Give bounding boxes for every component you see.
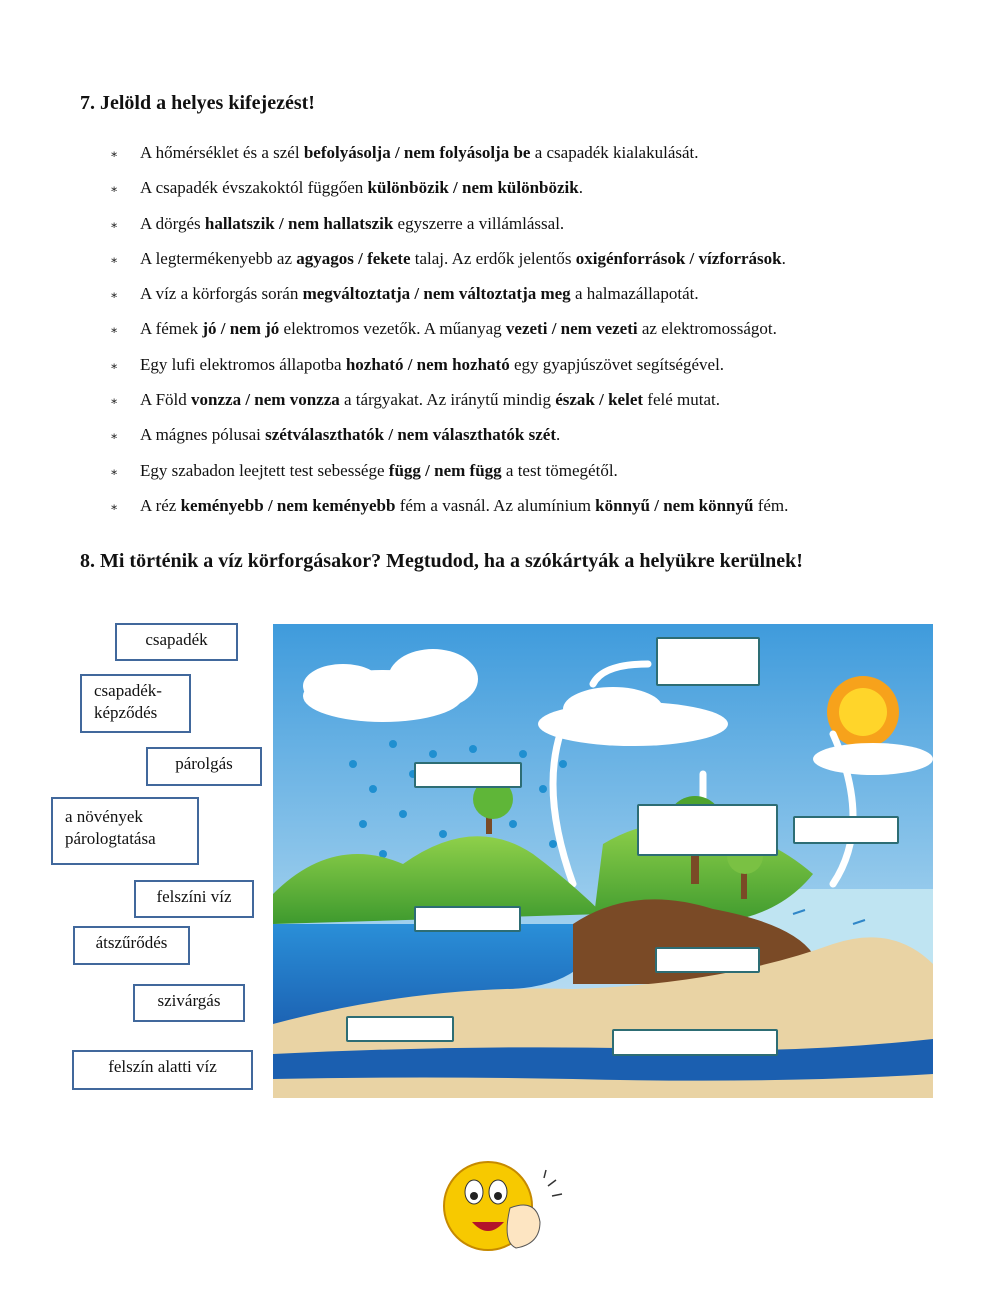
- statement-fragment: egy gyapjúszövet segítségével.: [509, 354, 725, 374]
- task7-statement: [110, 283, 970, 318]
- word-card-parologtatas[interactable]: a növények párologtatása: [51, 797, 199, 865]
- answer-choice[interactable]: megváltoztatja / nem változtatja meg: [302, 284, 571, 304]
- statement-text: [140, 142, 699, 164]
- statement-fragment: A réz: [140, 495, 181, 515]
- statement-fragment: .: [781, 248, 786, 268]
- task7-statement: [110, 495, 970, 530]
- statement-text: [140, 389, 720, 411]
- statement-fragment: a test tömegétől.: [501, 460, 618, 480]
- bullet-icon: ∗: [110, 358, 119, 373]
- answer-choice[interactable]: oxigénforrások / vízforrások: [575, 248, 782, 268]
- bullet-icon: ∗: [110, 429, 119, 444]
- statement-fragment: egyszerre a villámlással.: [393, 213, 565, 233]
- statement-fragment: A hőmérséklet és a szél: [140, 143, 304, 162]
- answer-choice[interactable]: észak / kelet: [555, 390, 644, 410]
- statement-fragment: az elektromosságot.: [637, 319, 777, 339]
- task7-statement: [110, 248, 970, 283]
- statement-fragment: A Föld: [140, 390, 192, 410]
- task8-title: 8. Mi történik a víz körforgásakor? Megtudod, ha a szókártyák a helyükre kerülnek!: [80, 550, 803, 572]
- word-card-csapadek[interactable]: csapadék: [115, 623, 238, 661]
- answer-choice[interactable]: különbözik / nem különbözik: [367, 178, 579, 198]
- statement-fragment: Egy szabadon leejtett test sebessége: [140, 460, 389, 480]
- statement-text: [140, 283, 699, 305]
- answer-choice[interactable]: könnyű / nem könnyű: [595, 495, 754, 515]
- statement-text: [140, 424, 560, 446]
- bullet-icon: ∗: [110, 252, 119, 267]
- statement-text: [140, 213, 564, 235]
- word-card-szivargas[interactable]: szivárgás: [133, 984, 245, 1022]
- statement-fragment: a tárgyakat. Az iránytű mindig: [339, 390, 556, 410]
- bullet-icon: ∗: [110, 499, 119, 514]
- answer-choice[interactable]: vonzza / nem vonzza: [191, 390, 340, 410]
- answer-choice[interactable]: vezeti / nem vezeti: [505, 319, 638, 339]
- answer-choice[interactable]: hallatszik / nem hallatszik: [204, 213, 394, 233]
- statement-text: [140, 318, 777, 340]
- statement-text: [140, 354, 724, 376]
- task7-statement: [110, 142, 970, 177]
- answer-slot-2[interactable]: [414, 762, 522, 788]
- statement-text: [140, 248, 786, 270]
- answer-slot-3[interactable]: [637, 804, 778, 856]
- statement-fragment: A víz a körforgás során: [140, 284, 303, 304]
- answer-choice[interactable]: hozható / nem hozható: [345, 354, 510, 374]
- task7-statement: [110, 318, 970, 353]
- statement-fragment: A dörgés: [140, 213, 205, 233]
- answer-slot-6[interactable]: [655, 947, 760, 973]
- statement-fragment: .: [578, 178, 583, 198]
- statement-fragment: talaj. Az erdők jelentős: [410, 248, 576, 268]
- answer-slot-1[interactable]: [656, 637, 760, 686]
- answer-choice[interactable]: jó / nem jó: [202, 319, 280, 339]
- bullet-icon: ∗: [110, 394, 119, 409]
- answer-choice[interactable]: függ / nem függ: [388, 460, 502, 480]
- answer-slot-5[interactable]: [414, 906, 521, 932]
- answer-choice[interactable]: befolyásolja / nem folyásolja be: [303, 143, 531, 162]
- answer-slot-8[interactable]: [612, 1029, 778, 1056]
- task7-statement: [110, 424, 970, 459]
- word-card-atszurodes[interactable]: átszűrődés: [73, 926, 190, 965]
- word-card-csapadekkepzodes[interactable]: csapadék- képződés: [80, 674, 191, 733]
- task7-statement-list: [110, 142, 970, 530]
- answer-slot-4[interactable]: [793, 816, 899, 844]
- answer-choice[interactable]: keményebb / nem keményebb: [180, 495, 396, 515]
- task7-statement: [110, 213, 970, 248]
- word-card-parolgas[interactable]: párolgás: [146, 747, 262, 786]
- bullet-icon: ∗: [110, 288, 119, 303]
- bullet-icon: ∗: [110, 464, 119, 479]
- answer-choice[interactable]: agyagos / fekete: [296, 248, 411, 268]
- task7-statement: [110, 354, 970, 389]
- bullet-icon: ∗: [110, 217, 119, 232]
- statement-fragment: fém.: [753, 495, 789, 515]
- bullet-icon: ∗: [110, 323, 119, 338]
- statement-text: [140, 495, 788, 517]
- answer-slot-7[interactable]: [346, 1016, 454, 1042]
- statement-fragment: a halmazállapotát.: [570, 284, 699, 304]
- bullet-icon: ∗: [110, 147, 119, 161]
- answer-choice[interactable]: szétválaszthatók / nem választhatók szét: [265, 425, 556, 445]
- task7-statement: [110, 460, 970, 495]
- task7-statement: [110, 177, 970, 212]
- statement-text: [140, 177, 583, 199]
- statement-fragment: a csapadék kialakulását.: [530, 143, 699, 162]
- word-card-felszini-viz[interactable]: felszíni víz: [134, 880, 254, 918]
- statement-fragment: elektromos vezetők. A műanyag: [279, 319, 506, 339]
- word-card-felszin-alatti-viz[interactable]: felszín alatti víz: [72, 1050, 253, 1090]
- statement-fragment: A legtermékenyebb az: [140, 248, 297, 268]
- bullet-icon: ∗: [110, 182, 119, 197]
- statement-fragment: Egy lufi elektromos állapotba: [140, 354, 346, 374]
- statement-fragment: felé mutat.: [643, 390, 720, 410]
- statement-fragment: A fémek: [140, 319, 203, 339]
- applauding-smiley-icon: [440, 1148, 580, 1260]
- task7-statement: [110, 389, 970, 424]
- statement-fragment: .: [556, 425, 561, 445]
- statement-fragment: A mágnes pólusai: [140, 425, 266, 445]
- statement-fragment: A csapadék évszakoktól függően: [140, 178, 368, 198]
- statement-fragment: fém a vasnál. Az alumínium: [395, 495, 596, 515]
- statement-text: [140, 460, 618, 482]
- task7-title: 7. Jelöld a helyes kifejezést!: [80, 92, 315, 114]
